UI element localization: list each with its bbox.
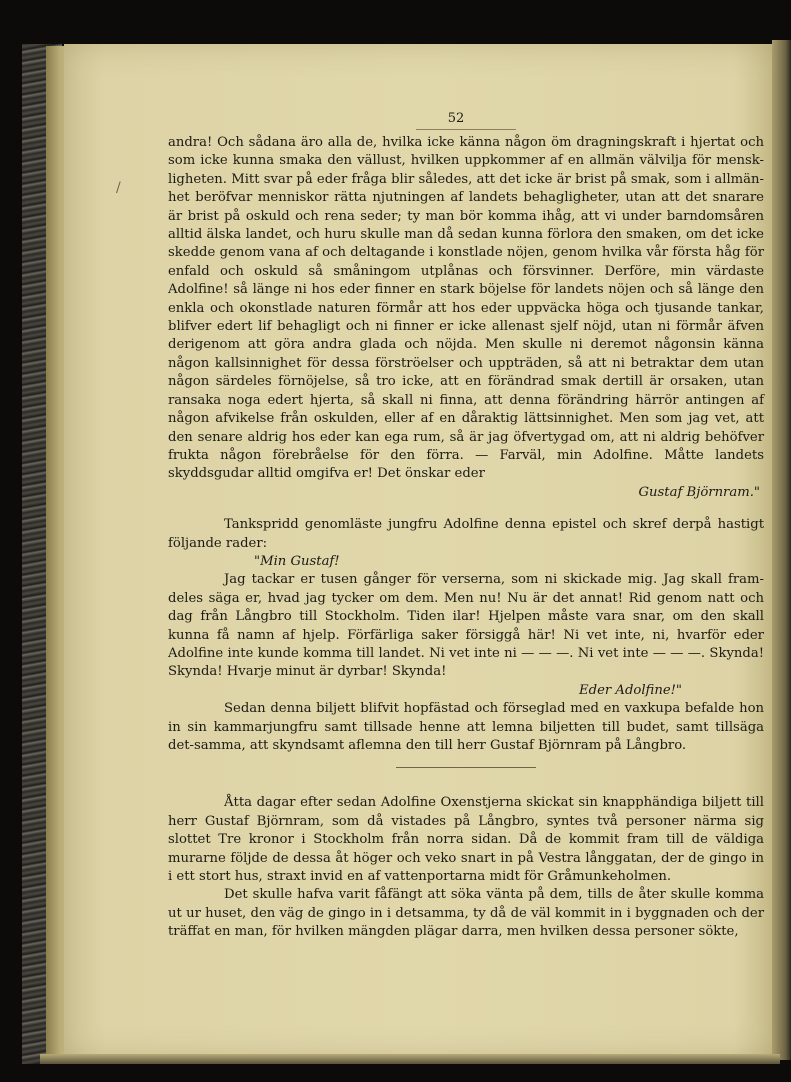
- signature-gustaf: Gustaf Björnram.": [638, 484, 760, 500]
- paragraph-narration-4: Det skulle hafva varit fåfängt att söka vänta på dem, tills de åter skulle komma ut ur huset, den väg de gingo in i detsamma, ty då de väl kommit in i byggnaden och der träffat en man, för hvilken mängden plägar darra, men hvilken dessa personer sökte,: [168, 887, 764, 940]
- paragraph-narration-3: Åtta dagar efter sedan Adolfine Oxenstjerna skickat sin knapphändiga biljett till herr Gustaf Björnram, som då vistades på Långbro, syntes två personer närma sig slottet Tre kronor i Stockholm från norra sidan. Då de kommit fram till de väldiga murarne följde de dessa åt höger och veko snart in på Vestra långgatan, der de gingo in i ett stort hus, straxt invid en af vattenportarna midt för Gråmunkeholmen.: [168, 795, 764, 885]
- paragraph-narration-2: Sedan denna biljett blifvit hopfästad och förseglad med en vaxkupa befalde hon in sin kammarjungfru samt tillsade henne att lemna biljetten till budet, samt tillsäga det-samma, att skyndsamt aflemna den till herr Gustaf Björnram på Långbro.: [168, 701, 764, 753]
- page-text: [168, 110, 764, 942]
- paragraph-letter-body: andra! Och sådana äro alla de, hvilka icke känna någon öm dragningskraft i hjertat och som icke kunna smaka den vällust, hvilken uppkommer af en allmän välvilja för mensk-ligheten. Mitt svar på eder fråga blir således, att det icke är brist på smak, som i allmän-het beröfvar menniskor rätta njutningen af landets behagligheter, utan att det snarare är brist på oskuld och rena seder; ty man bör komma ihåg, att vi under barndomsåren alltid älska landet, och huru skulle man då sedan kunna förlora den smaken, om det icke skedde genom vana af och deltagande i konstlade nöjen, genom hvilka vår första håg för enfald och oskuld så småningom utplånas och försvinner. Derföre, min värdaste Adolfine! så länge ni hos eder finner en stark böjelse för landets nöjen och så länge den enkla och okonstlade naturen förmår att hos eder uppväcka höga och tjusande tankar, blifver edert lif behagligt och ni finner er icke allenast sjelf nöjd, utan ni förmår äfven derigenom att göra andra glada och nöjda. Men skulle ni deremot någonsin känna någon kallsinnighet för dessa förströelser och uppträden, så att ni betraktar dem utan någon särdeles förnöjelse, så tro icke, att en förändrad smak dertill är orsaken, utan ransaka noga edert hjerta, så skall ni finna, att denna förändring härrör antingen af någon afvikelse från oskulden, eller af en dåraktig lättsinnighet. Men som jag vet, att den senare aldrig hos eder kan ega rum, så är jag öfvertygad om, att ni aldrig behöfver frukta någon förebråelse för den förra. — Farväl, min Adolfine. Måtte landets skyddsgudar alltid omgifva er! Det önskar eder: [168, 135, 764, 482]
- spacer: [168, 502, 764, 516]
- paragraph-narration-1: Tankspridd genomläste jungfru Adolfine denna epistel och skref derpå hastigt följande rader:: [168, 517, 764, 551]
- signature-adolfine: Eder Adolfine!": [579, 682, 682, 698]
- paragraph-adolfine-note: Jag tackar er tusen gånger för verserna, som ni skickade mig. Jag skall fram-deles säga er, hvad jag tycker om dem. Men nu! Nu är det annat! Rid genom natt och dag från Långbro till Stockholm. Tiden ilar! Hjelpen måste vara snar, om den skall kunna få namn af hjelp. Förfärliga saker försiggå här! Ni vet inte, ni, hvarför eder Adolfine inte kunde komma till landet. Ni vet inte ni — — —. Ni vet inte — — —. Skynda! Skynda! Hvarje minut är dyrbar! Skynda!: [168, 572, 764, 680]
- letter-salutation: "Min Gustaf!: [254, 553, 340, 569]
- page-bottom-edge: [40, 1054, 780, 1064]
- section-divider: [396, 767, 536, 768]
- margin-pencil-mark: /: [116, 180, 121, 196]
- page-right-edge: [772, 40, 791, 1060]
- page-number: 52: [416, 110, 516, 130]
